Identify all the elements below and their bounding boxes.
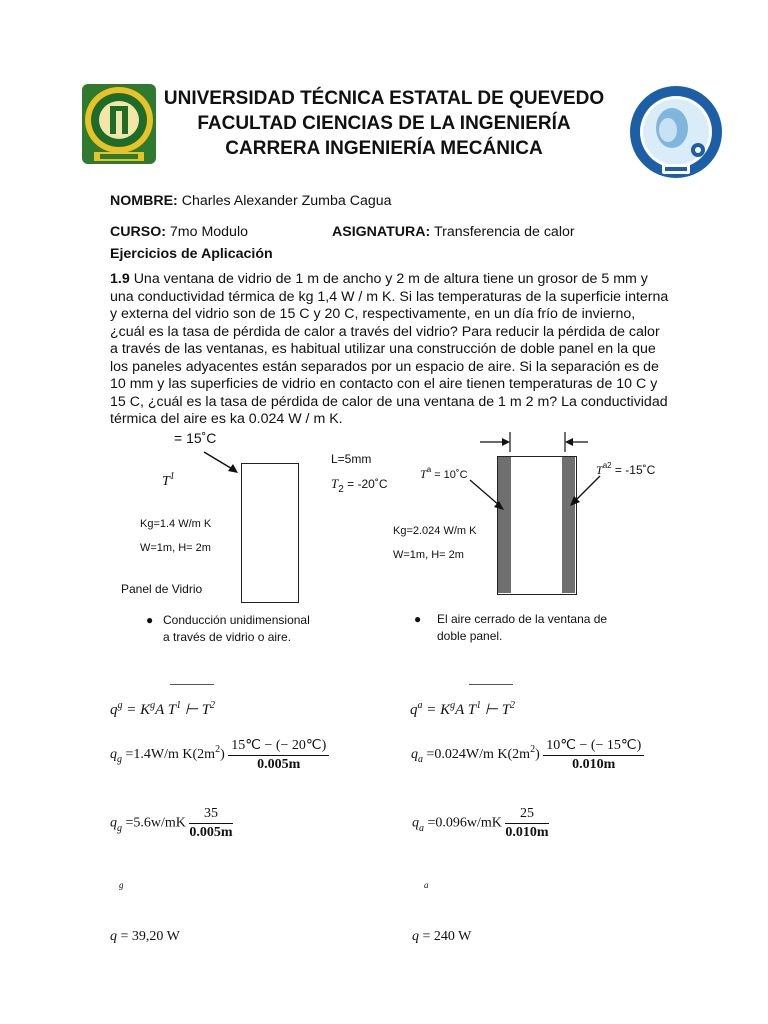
- left-eq3-sub: g: [117, 822, 122, 834]
- left-eq2-numerator: 15℃ − (− 20℃): [228, 737, 329, 756]
- right-eq3-fraction: [505, 806, 548, 841]
- right-eq3-denominator: 0.010m: [505, 825, 549, 840]
- right-t-right-symbol: T: [596, 463, 603, 477]
- left-eq1-t1-sup: 1: [176, 700, 182, 711]
- left-t2-label: [331, 476, 388, 495]
- left-separator-line: [170, 684, 214, 685]
- left-glass-panel: [241, 463, 299, 603]
- section-title: Ejercicios de Aplicación: [110, 246, 273, 262]
- left-t2-symbol: T: [331, 476, 339, 491]
- left-bullet-line1: Conducción unidimensional: [163, 613, 310, 627]
- left-bullet-dot: ●: [146, 613, 154, 627]
- asignatura-label: ASIGNATURA:: [332, 224, 431, 240]
- right-t-left-label: [420, 467, 468, 482]
- right-right-arrow: [566, 474, 606, 510]
- left-eq1: [110, 700, 215, 719]
- right-eq2-sub: a: [418, 754, 423, 766]
- left-eq2-coef: =1.4W/m K(2m: [125, 747, 216, 763]
- right-separator-line: [469, 684, 513, 685]
- right-eq2: [411, 737, 644, 773]
- left-eq3-denominator: 0.005m: [189, 825, 233, 840]
- right-t-left-symbol: T: [420, 467, 427, 481]
- left-eq2-coef-end: ): [220, 747, 225, 763]
- right-eq3-q: q: [412, 815, 419, 831]
- right-eq5-result: [412, 929, 471, 945]
- left-eq1-k: = K: [126, 702, 151, 718]
- left-eq3: [110, 806, 233, 841]
- left-eq1-q: q: [110, 702, 118, 718]
- right-eq1-k-sup: g: [450, 700, 456, 711]
- left-eq2-fraction: [228, 737, 329, 773]
- right-eq3-sub: a: [419, 822, 424, 834]
- right-t-right-sup: a2: [602, 461, 612, 470]
- right-bullet-dot: ●: [414, 612, 422, 626]
- curso-label: CURSO:: [110, 224, 166, 240]
- left-eq4-sup: g: [119, 880, 124, 890]
- right-eq1: [410, 700, 515, 719]
- asignatura-value: Transferencia de calor: [433, 224, 575, 240]
- problem-statement: [110, 271, 670, 429]
- right-eq2-q: q: [411, 747, 418, 763]
- left-conductivity: Kg=1.4 W/m K: [140, 518, 212, 530]
- subject-line: [332, 224, 575, 240]
- right-eq5-value: = 240 W: [419, 929, 472, 944]
- header-faculty: FACULTAD CIENCIAS DE LA INGENIERÍA: [197, 113, 571, 134]
- right-t-left-sup: a: [426, 465, 432, 474]
- left-eq5-value: = 39,20 W: [117, 929, 180, 944]
- right-eq1-k: = K: [426, 702, 451, 718]
- left-thickness-label: L=5mm: [331, 452, 372, 466]
- left-t1-label: [162, 471, 175, 490]
- header-career: CARRERA INGENIERÍA MECÁNICA: [225, 138, 543, 159]
- left-eq1-at: A T: [155, 702, 177, 718]
- right-eq1-t2: ⊢ T: [481, 702, 511, 718]
- right-eq2-fraction: [543, 737, 644, 773]
- nombre-value: Charles Alexander Zumba Cagua: [181, 193, 392, 209]
- left-t1-sup: 1: [169, 471, 175, 482]
- left-eq2-q: q: [110, 747, 117, 763]
- left-eq5-q: q: [110, 929, 117, 944]
- course-line: [110, 224, 248, 240]
- right-eq3-numerator: 25: [505, 806, 548, 824]
- left-temp-top: = 15˚C: [174, 430, 217, 446]
- left-caption: Panel de Vidrio: [121, 582, 203, 596]
- student-name-line: [110, 193, 392, 209]
- left-eq1-q-sup: g: [117, 700, 123, 711]
- right-eq1-t1-sup: 1: [476, 700, 482, 711]
- right-eq3-coef: =0.096w/mK: [424, 815, 502, 831]
- right-left-arrow: [468, 478, 508, 514]
- right-eq2-denominator: 0.010m: [572, 757, 616, 772]
- left-eq3-q: q: [110, 815, 117, 831]
- left-t2-sub: 2: [338, 484, 344, 495]
- left-eq2-coef-sup: 2: [215, 744, 221, 756]
- right-eq5-q: q: [412, 929, 419, 944]
- right-bullet-line2: doble panel.: [437, 629, 503, 643]
- problem-text: Una ventana de vidrio de 1 m de ancho y 2 m de altura tiene un grosor de 5 mm y una conductividad térmica de kg 1,4 W / m K. Si las temperaturas de la superficie interna y externa del vidrio son de 15 C y 20 C, respectivamente, en un día frío de invierno, ¿cuál es la tasa de pérdida de calor a través del vidrio? Para reducir la pérdida de calor a través de las ventanas, es habitual utilizar una construcción de doble panel en la que los paneles adyacentes están separados por un espacio de aire. Si la separación es de 10 mm y las superficies de vidrio en contacto con el aire tienen temperaturas de 10 C y 15 C, ¿cuál es la tasa de pérdida de calor de una ventana de 1 m 2 m? La conductividad térmica del aire es ka 0.024 W / m K.: [110, 271, 669, 427]
- right-eq4-sup: a: [424, 880, 429, 890]
- left-dimensions: W=1m, H= 2m: [140, 542, 211, 554]
- right-eq1-q-sup: a: [417, 700, 423, 711]
- problem-number: 1.9: [110, 271, 130, 287]
- left-bullet-line2: a través de vidrio o aire.: [163, 630, 292, 644]
- left-eq3-coef: =5.6w/mK: [122, 815, 186, 831]
- header-university: UNIVERSIDAD TÉCNICA ESTATAL DE QUEVEDO: [163, 88, 605, 109]
- left-eq2-sub: g: [117, 754, 122, 766]
- right-eq1-at: A T: [455, 702, 477, 718]
- right-conductivity: Kg=2.024 W/m K: [393, 525, 477, 537]
- left-eq1-t2-sup: 2: [210, 700, 216, 711]
- left-eq2-denominator: 0.005m: [257, 757, 301, 772]
- curso-value: 7mo Modulo: [169, 224, 248, 240]
- left-eq3-fraction: [189, 806, 232, 841]
- right-eq3: [412, 806, 549, 841]
- right-eq2-coef-sup: 2: [530, 744, 536, 756]
- left-eq3-numerator: 35: [189, 806, 232, 824]
- left-bullet: [163, 612, 310, 646]
- right-eq2-coef: =0.024W/m K(2m: [426, 747, 531, 763]
- right-eq2-numerator: 10℃ − (− 15℃): [543, 737, 644, 756]
- right-dimensions: W=1m, H= 2m: [393, 549, 464, 561]
- left-eq1-k-sup: g: [150, 700, 156, 711]
- right-bullet-line1: El aire cerrado de la ventana de: [437, 612, 608, 626]
- right-t-left-value: = 10˚C: [431, 469, 468, 481]
- right-t-right-value: = -15˚C: [611, 463, 656, 477]
- left-temp-arrow: [200, 448, 245, 478]
- right-eq1-q: q: [410, 702, 418, 718]
- left-eq1-t2: ⊢ T: [181, 702, 211, 718]
- document-header: [0, 86, 768, 161]
- left-eq5-result: [110, 929, 180, 945]
- left-t2-value: = -20˚C: [343, 477, 388, 491]
- right-eq1-t2-sup: 2: [510, 700, 516, 711]
- right-eq2-coef-end: ): [535, 747, 540, 763]
- right-bullet: [437, 611, 607, 645]
- right-gap-dimension: [480, 430, 590, 454]
- nombre-label: NOMBRE:: [110, 193, 178, 209]
- left-t1-symbol: T: [162, 474, 170, 489]
- left-eq2: [110, 737, 329, 773]
